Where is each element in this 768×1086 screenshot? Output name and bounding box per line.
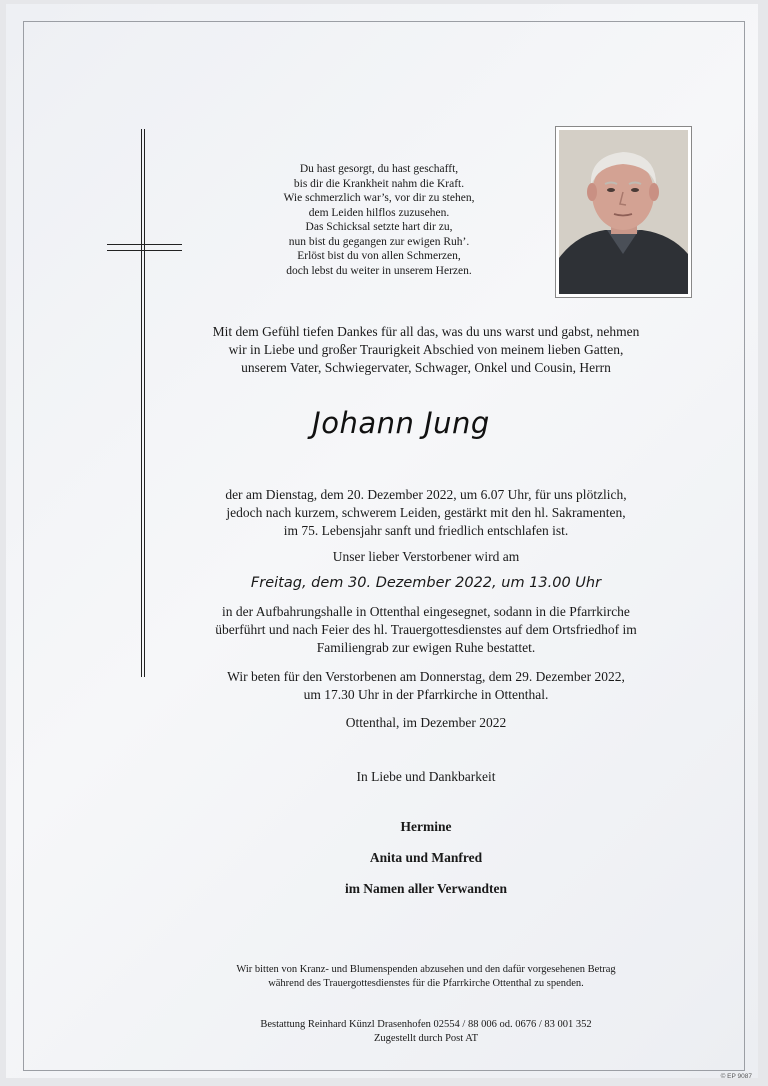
undertaker-line: Zugestellt durch Post AT bbox=[373, 1033, 479, 1044]
deceased-name: Johann Jung bbox=[312, 406, 490, 440]
donation-line: Wir bitten von Kranz- und Blumenspenden abzusehen und den dafür vorgesehenen Betrag bbox=[236, 964, 616, 975]
donation-text bbox=[186, 963, 666, 991]
funeral-line: überführt und nach Feier des hl. Trauergottesdienstes auf dem Ortsfriedhof im bbox=[215, 622, 637, 637]
poem-line: nun bist du gegangen zur ewigen Ruh’. bbox=[288, 235, 470, 248]
undertaker-line: Bestattung Reinhard Künzl Drasenhofen 02554 / 88 006 od. 0676 / 83 001 352 bbox=[260, 1019, 592, 1030]
poem-line: Du hast gesorgt, du hast geschafft, bbox=[299, 163, 459, 175]
poem-line: Erlöst bist du von allen Schmerzen, bbox=[297, 250, 461, 262]
poem-line: doch lebst du weiter in unserem Herzen. bbox=[286, 264, 472, 277]
funeral-text bbox=[186, 603, 666, 657]
poem-line: bis dir die Krankheit nahm die Kraft. bbox=[293, 177, 465, 190]
death-line: im 75. Lebensjahr sanft und friedlich entschlafen ist. bbox=[283, 523, 569, 538]
closing-text: In Liebe und Dankbarkeit bbox=[356, 769, 496, 784]
death-line: jedoch nach kurzem, schwerem Leiden, gestärkt mit den hl. Sakramenten, bbox=[226, 505, 626, 520]
poem-line: Wie schmerzlich war’s, vor dir zu stehen, bbox=[283, 192, 475, 204]
funeral-intro: Unser lieber Verstorbener wird am bbox=[332, 549, 520, 564]
obituary-page bbox=[6, 4, 758, 1078]
undertaker-text bbox=[186, 1018, 666, 1046]
prayer-line: Wir beten für den Verstorbenen am Donnerstag, dem 29. Dezember 2022, bbox=[227, 669, 625, 684]
mourner-2: Anita und Manfred bbox=[369, 850, 483, 865]
funeral-line: in der Aufbahrungshalle in Ottenthal eingesegnet, sodann in die Pfarrkirche bbox=[222, 604, 630, 619]
funeral-line: Familiengrab zur ewigen Ruhe bestattet. bbox=[316, 640, 536, 655]
intro-text bbox=[186, 323, 666, 377]
intro-line: unserem Vater, Schwiegervater, Schwager, Onkel und Cousin, Herrn bbox=[241, 360, 611, 375]
funeral-date: Freitag, dem 30. Dezember 2022, um 13.00 Uhr bbox=[250, 575, 602, 591]
cross-icon bbox=[141, 129, 145, 677]
cross-bar bbox=[107, 244, 182, 251]
poem-line: Das Schicksal setzte hart dir zu, bbox=[305, 221, 453, 233]
portrait-photo bbox=[555, 126, 692, 298]
poem-line: dem Leiden hilflos zuzusehen. bbox=[308, 206, 450, 219]
intro-line: Mit dem Gefühl tiefen Dankes für all das, was du uns warst und gabst, nehmen bbox=[212, 324, 640, 339]
donation-line: während des Trauergottesdienstes für die Pfarrkirche Ottenthal zu spenden. bbox=[268, 978, 584, 989]
prayer-text bbox=[186, 668, 666, 704]
death-line: der am Dienstag, dem 20. Dezember 2022, um 6.07 Uhr, für uns plötzlich, bbox=[225, 487, 627, 502]
portrait-image bbox=[559, 130, 688, 294]
prayer-line: um 17.30 Uhr in der Pfarrkirche in Ottenthal. bbox=[303, 687, 549, 702]
place-date: Ottenthal, im Dezember 2022 bbox=[345, 715, 507, 730]
mourner-3: im Namen aller Verwandten bbox=[344, 881, 508, 896]
intro-line: wir in Liebe und großer Traurigkeit Abschied von meinem lieben Gatten, bbox=[228, 342, 624, 357]
poem bbox=[244, 162, 514, 278]
print-code: © EP 9087 bbox=[720, 1073, 752, 1080]
death-text bbox=[186, 486, 666, 540]
mourner-1: Hermine bbox=[400, 819, 452, 834]
